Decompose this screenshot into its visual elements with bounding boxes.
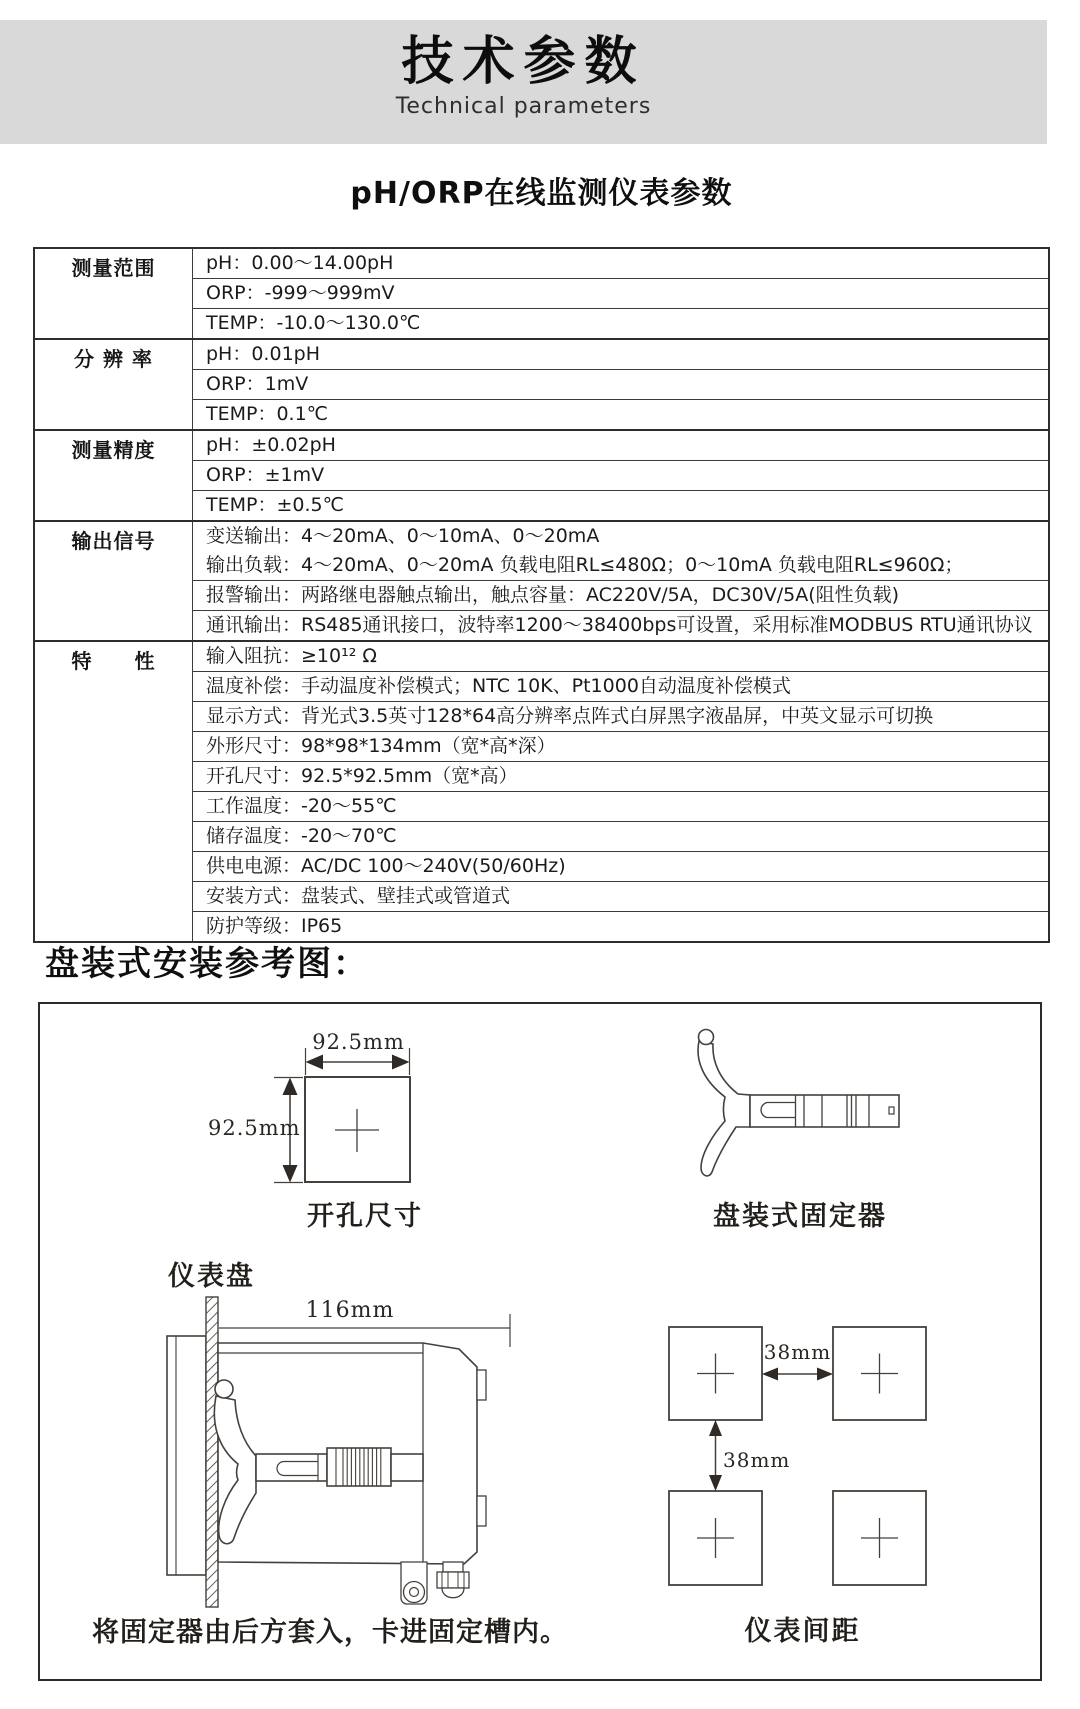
spec-value-line: TEMP：-10.0～130.0℃ [206,312,421,334]
installation-diagram-box [38,1002,1042,1681]
spec-value-cell [193,611,1050,642]
spec-value-line: 变送输出：4～20mA、0～10mA、0～20mA [206,525,600,547]
spec-value-cell [193,852,1050,882]
spacing-horizontal-dimension: 38mm [763,1340,832,1364]
spec-group-label: 特 性 [34,641,193,942]
spec-value-cell [193,702,1050,732]
installation-instruction: 将固定器由后方套入，卡进固定槽内。 [92,1617,568,1648]
spec-table [33,247,1050,943]
spec-value-cell [193,491,1050,522]
spec-value-cell [193,822,1050,852]
spec-value-cell [193,400,1050,431]
spec-value-line: 报警输出：两路继电器触点输出，触点容量：AC220V/5A，DC30V/5A(阻性负载) [206,584,900,606]
cutout-height-dimension: 92.5mm [208,1116,301,1140]
spec-value-line: pH：0.01pH [206,343,321,365]
spec-value-line: 温度补偿：手动温度补偿模式；NTC 10K、Pt1000自动温度补偿模式 [206,675,791,697]
spec-value-cell [193,339,1050,370]
spacing-vertical-dimension: 38mm [723,1448,791,1472]
spec-value-cell [193,370,1050,400]
spec-value-cell [193,581,1050,611]
spec-value-line: 储存温度：-20～70℃ [206,825,397,847]
spec-value-line: ORP：-999～999mV [206,282,395,304]
spec-value-cell [193,641,1050,672]
spec-value-line: ORP：1mV [206,373,309,395]
spec-value-line: 防护等级：IP65 [206,915,343,937]
spec-value-line: 显示方式：背光式3.5英寸128*64高分辨率点阵式白屏黑字液晶屏，中英文显示可切换 [206,705,934,727]
spec-value-line: 输出负载：4～20mA、0～20mA 负载电阻RL≤480Ω；0～10mA 负载电阻RL≤960Ω； [206,554,964,576]
spec-value-cell [193,521,1050,581]
spec-group-label: 分 辨 率 [34,339,193,430]
page-subtitle: Technical parameters [395,94,652,119]
spec-value-line: TEMP：±0.5℃ [206,494,344,516]
panel-label: 仪表盘 [168,1261,255,1292]
installation-diagram-drawing [40,1004,1040,1679]
spec-value-cell [193,279,1050,309]
cutout-caption: 开孔尺寸 [307,1201,423,1232]
spec-group-label: 测量范围 [34,248,193,339]
spec-value-cell [193,732,1050,762]
cutout-width-dimension: 92.5mm [312,1030,405,1054]
spec-value-line: 外形尺寸：98*98*134mm（宽*高*深） [206,735,556,757]
spec-group-label: 输出信号 [34,521,193,641]
spec-value-line: 开孔尺寸：92.5*92.5mm（宽*高） [206,765,518,787]
spec-value-line: ORP：±1mV [206,464,325,486]
spec-value-cell [193,882,1050,912]
spec-value-line: 输入阻抗：≥10¹² Ω [206,645,377,667]
spec-value-cell [193,430,1050,461]
header-band [0,20,1047,144]
depth-dimension: 116mm [305,1298,395,1323]
spec-value-cell [193,762,1050,792]
spec-value-line: TEMP：0.1℃ [206,403,329,425]
spec-value-cell [193,792,1050,822]
diagram-section-title: 盘装式安装参考图： [45,944,369,984]
spec-value-cell [193,309,1050,340]
spec-value-line: 工作温度：-20～55℃ [206,795,397,817]
fixture-caption: 盘装式固定器 [713,1201,887,1232]
page-title: 技术参数 [401,32,646,92]
table-title: pH/ORP在线监测仪表参数 [350,176,733,211]
spec-group-label: 测量精度 [34,430,193,521]
spec-value-cell [193,461,1050,491]
spec-value-cell [193,672,1050,702]
spec-value-line: 通讯输出：RS485通讯接口，波特率1200～38400bps可设置，采用标准MODBUS RTU通讯协议 [206,614,1033,636]
spacing-caption: 仪表间距 [744,1616,861,1647]
spec-value-line: pH：0.00～14.00pH [206,252,394,274]
spec-value-line: 供电电源：AC/DC 100～240V(50/60Hz) [206,855,566,877]
spec-value-line: pH：±0.02pH [206,434,336,456]
spec-value-cell [193,248,1050,279]
spec-value-line: 安装方式：盘装式、壁挂式或管道式 [206,885,511,907]
